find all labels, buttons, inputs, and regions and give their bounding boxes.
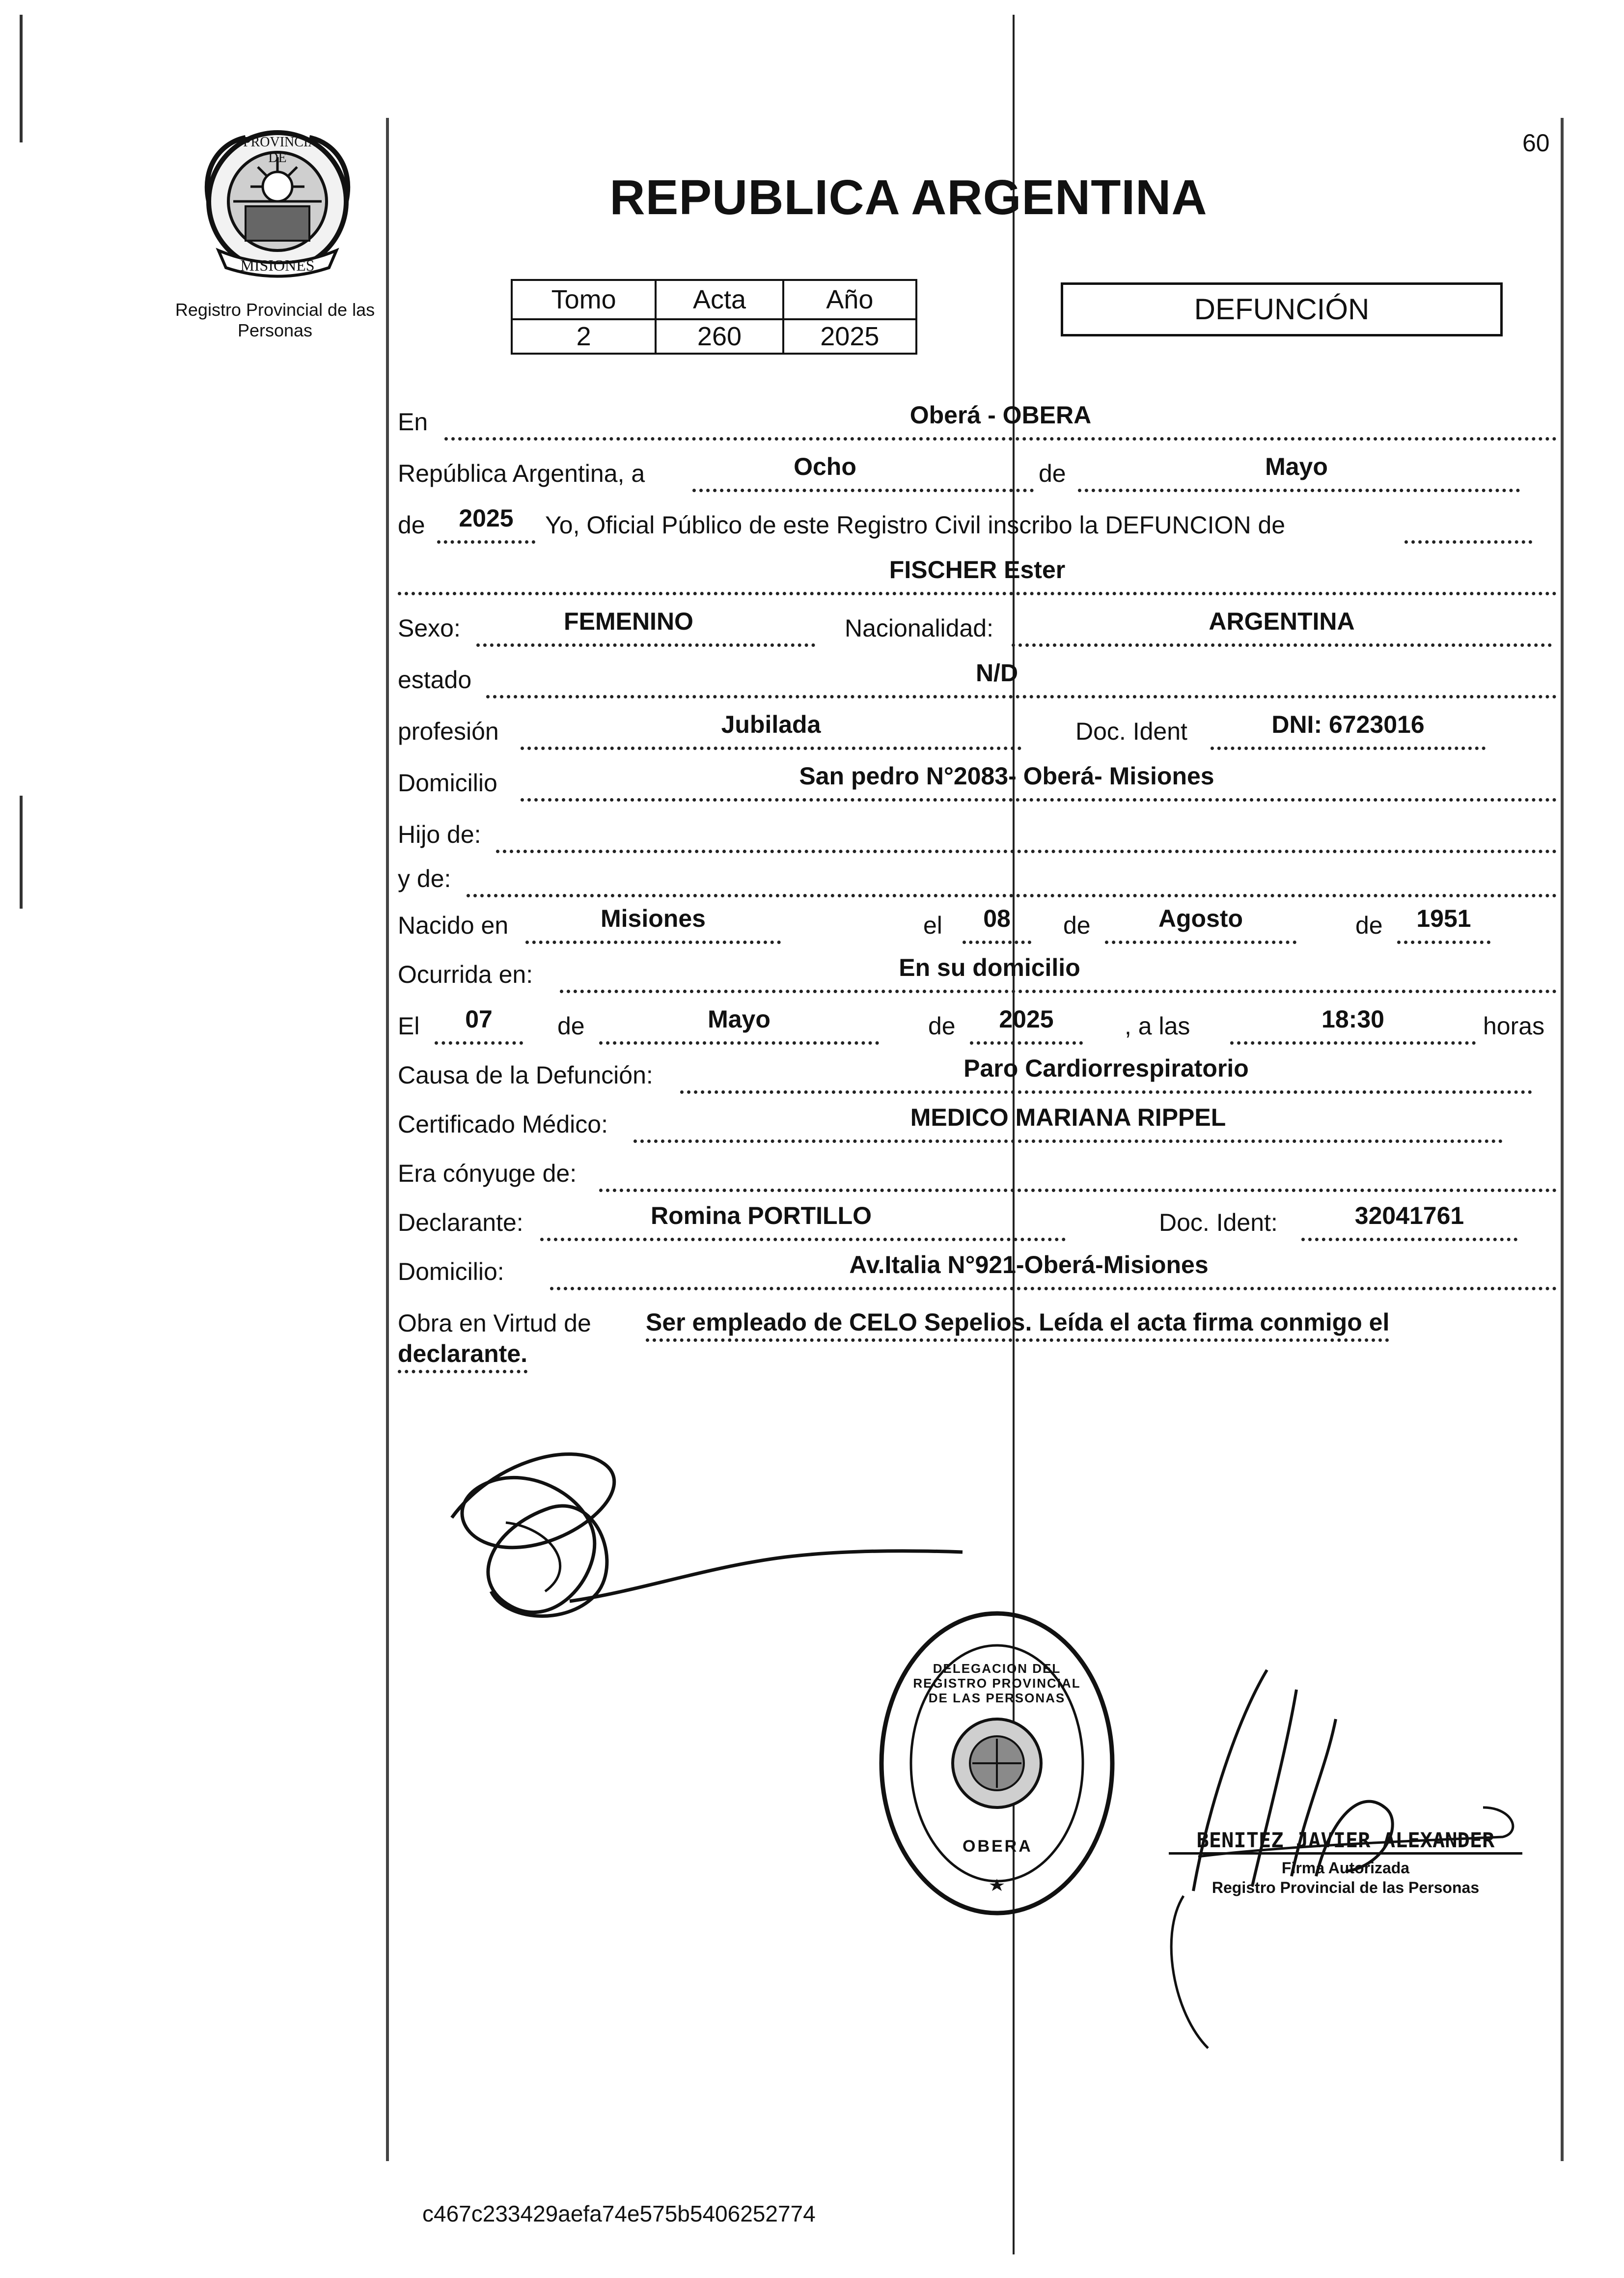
label-domicilio: Domicilio [398, 769, 497, 797]
row-sexo [398, 608, 1557, 663]
value-certificado: MEDICO MARIANA RIPPEL [910, 1104, 1226, 1131]
label-de: de [398, 511, 425, 539]
row-nacimiento [398, 905, 1557, 960]
label-horas: horas [1483, 1012, 1545, 1040]
value-obra-line2: declarante. [398, 1339, 527, 1373]
value-declarante-domicilio: Av.Italia N°921-Oberá-Misiones [849, 1251, 1209, 1278]
field-hijo-de [496, 814, 1557, 853]
registry-name: Registro Provincial de las Personas [175, 300, 375, 340]
row-ocurrida [398, 954, 1557, 1009]
logo-banner-text: MISIONES [240, 256, 315, 274]
document-hash: c467c233429aefa74e575b5406252774 [422, 2201, 816, 2226]
row-lugar [398, 401, 1557, 457]
value-fallec-anio: 2025 [999, 1005, 1054, 1033]
table-cell: 2025 [783, 319, 916, 354]
table-header: Tomo [512, 280, 656, 319]
row-profesion [398, 711, 1557, 766]
label-nacido-en: Nacido en [398, 912, 509, 939]
label-y-de: y de: [398, 865, 451, 892]
label-nacionalidad: Nacionalidad: [845, 614, 993, 642]
label-certificado: Certificado Médico: [398, 1111, 608, 1138]
record-type-box [1061, 282, 1503, 336]
value-mes: Mayo [1265, 453, 1328, 480]
value-nombre: FISCHER Ester [889, 556, 1066, 583]
label-de: de [1355, 912, 1383, 939]
misiones-logo [196, 128, 358, 285]
label-estado: estado [398, 666, 472, 694]
row-certificado [398, 1104, 1557, 1159]
label-de: de [928, 1012, 956, 1040]
label-hijo-de: Hijo de: [398, 821, 481, 848]
label-de: de [1039, 460, 1066, 487]
label-conyuge: Era cónyuge de: [398, 1160, 577, 1187]
official-name: BENITEZ JAVIER ALEXANDER [1169, 1828, 1522, 1855]
table-cell: 260 [656, 319, 783, 354]
value-nacido-anio: 1951 [1416, 905, 1471, 932]
value-causa: Paro Cardiorrespiratorio [963, 1055, 1249, 1082]
label-de: de [557, 1012, 585, 1040]
value-dia: Ocho [794, 453, 856, 480]
page-number: 60 [1522, 129, 1550, 157]
table-header: Acta [656, 280, 783, 319]
value-nacido-mes: Agosto [1158, 905, 1243, 932]
value-profesion: Jubilada [721, 711, 821, 738]
row-conyuge [398, 1159, 1557, 1208]
stamp-city: OBERA [963, 1837, 1033, 1856]
label-obra: Obra en Virtud de [398, 1309, 591, 1337]
official-stamp [874, 1606, 1120, 1920]
label-declarante: Declarante: [398, 1209, 523, 1236]
label-en: En [398, 408, 428, 436]
label-republica: República Argentina, a [398, 460, 645, 487]
label-ocurrida-en: Ocurrida en: [398, 961, 533, 988]
value-fallec-dia: 07 [465, 1005, 493, 1033]
value-nacionalidad: ARGENTINA [1209, 608, 1355, 635]
value-sexo: FEMENINO [564, 608, 693, 635]
label-domicilio2: Domicilio: [398, 1258, 504, 1285]
row-causa [398, 1055, 1557, 1110]
value-hora: 18:30 [1321, 1005, 1384, 1033]
label-de: de [1063, 912, 1091, 939]
label-sexo: Sexo: [398, 614, 461, 642]
value-nacido-dia: 08 [983, 905, 1011, 932]
stamp-ring-text: DELEGACION DEL REGISTRO PROVINCIAL DE LAS PERSONAS [913, 1661, 1081, 1705]
left-edge-line [20, 796, 23, 909]
value-dni: DNI: 6723016 [1271, 711, 1425, 738]
label-oficial: Yo, Oficial Público de este Registro Civil inscribo la DEFUNCION de [545, 511, 1286, 539]
value-domicilio: San pedro N°2083- Oberá- Misiones [799, 762, 1214, 790]
value-estado: N/D [975, 659, 1018, 687]
label-el: el [923, 912, 942, 939]
value-fallec-mes: Mayo [708, 1005, 771, 1033]
form-left-border [386, 118, 389, 2161]
row-declarante [398, 1202, 1557, 1257]
table-cell: 2 [512, 319, 656, 354]
left-edge-line [20, 15, 23, 142]
form-right-border [1561, 118, 1564, 2161]
row-obra [398, 1309, 1557, 1383]
field-conyuge [599, 1153, 1557, 1192]
label-doc-ident: Doc. Ident [1075, 718, 1187, 745]
row-anio [398, 504, 1557, 560]
row-fallecimiento [398, 1005, 1557, 1061]
field-y-de [467, 859, 1557, 897]
row-estado [398, 659, 1557, 715]
value-lugar: Oberá - OBERA [909, 401, 1092, 429]
field-oficial-tail [1404, 505, 1532, 544]
page-title: REPUBLICA ARGENTINA [609, 170, 1208, 225]
official-role: Firma Autorizada [1281, 1859, 1410, 1877]
label-profesion: profesión [398, 718, 499, 745]
row-domicilio [398, 762, 1557, 818]
record-table [511, 279, 917, 355]
label-causa: Causa de la Defunción: [398, 1061, 653, 1089]
label-el-cap: El [398, 1012, 420, 1040]
table-header: Año [783, 280, 916, 319]
value-declarante: Romina PORTILLO [651, 1202, 872, 1229]
value-ocurrida: En su domicilio [899, 954, 1080, 981]
logo-ring-text: PROVINCIA DE [243, 135, 318, 166]
official-institution: Registro Provincial de las Personas [1211, 1879, 1480, 1896]
row-domicilio2 [398, 1251, 1557, 1306]
value-declarante-doc: 32041761 [1354, 1202, 1464, 1229]
row-fecha [398, 453, 1557, 508]
official-signature [1129, 1660, 1547, 2063]
row-nombre [398, 556, 1557, 611]
value-nacido-lugar: Misiones [601, 905, 706, 932]
value-anio: 2025 [459, 504, 514, 532]
value-obra-line1: Ser empleado de CELO Sepelios. Leída el acta firma conmigo el [646, 1308, 1389, 1342]
label-doc-ident2: Doc. Ident: [1159, 1209, 1278, 1236]
record-type: DEFUNCIÓN [1194, 293, 1370, 326]
label-a-las: , a las [1125, 1012, 1190, 1040]
